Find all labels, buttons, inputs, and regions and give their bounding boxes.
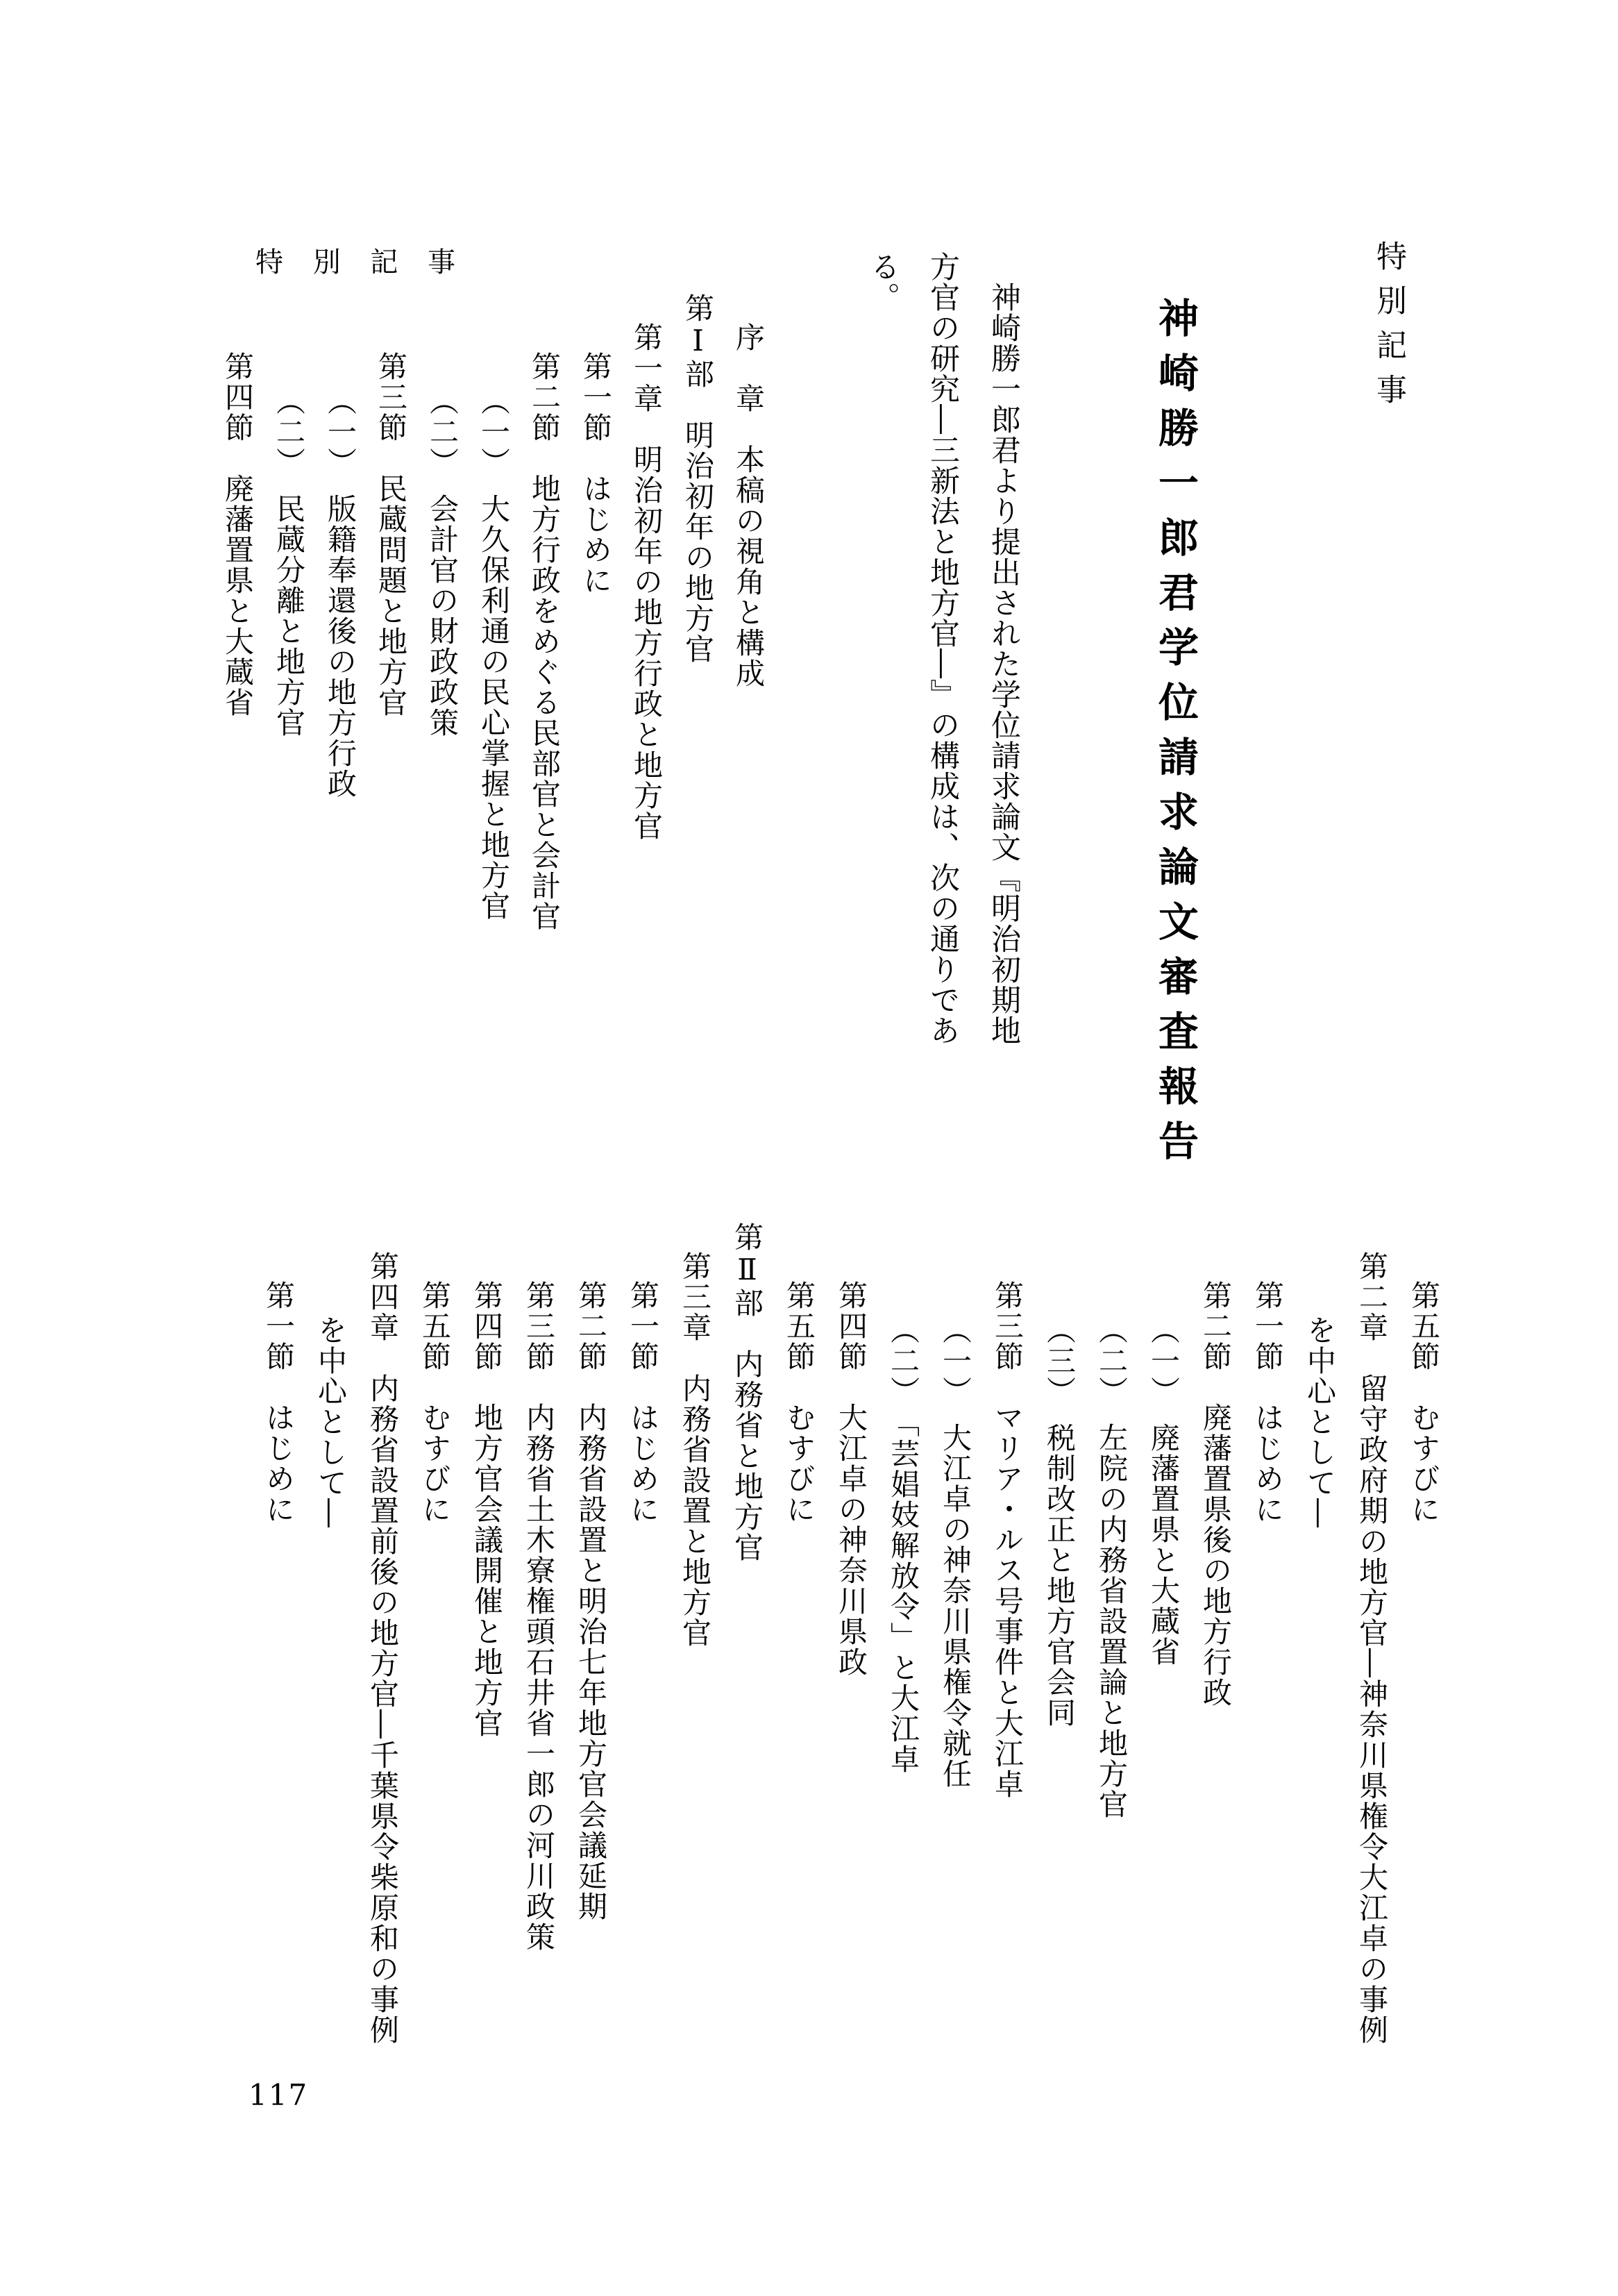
toc-item: 第四節 地方官会議開催と地方官 (470, 1280, 504, 1738)
toc-item: 第三節 内務省土木寮権頭石井省一郎の河川政策 (522, 1280, 556, 1952)
toc-item: （二） 会計官の財政政策 (425, 386, 460, 738)
toc-item: 第三節 マリア・ルス号事件と大江卓 (991, 1280, 1025, 1800)
toc-item: 第Ⅱ部 内務省と地方官 (730, 1222, 764, 1563)
page-number: 117 (248, 2078, 309, 2112)
intro-line-1: 神崎勝一郎君より提出された学位請求論文『明治初期地 (986, 282, 1021, 1046)
toc-item: 第四節 廃藩置県と大蔵省 (221, 351, 255, 718)
article-title: 神崎勝一郎君学位請求論文審査報告 (1152, 297, 1199, 1175)
toc-item: （一） 大江卓の神奈川県権令就任 (938, 1315, 972, 1789)
toc-item: （三） 税制改正と地方官会同 (1043, 1315, 1077, 1728)
toc-item: 第五節 むすびに (1407, 1280, 1441, 1525)
toc-item: 第一節 はじめに (626, 1280, 660, 1525)
toc-item: 第一節 はじめに (1251, 1280, 1285, 1525)
toc-item: 第四節 大江卓の神奈川県政 (834, 1280, 868, 1677)
toc-item: 第五節 むすびに (418, 1280, 452, 1525)
toc-item: （一） 大久保利通の民心掌握と地方官 (477, 386, 511, 921)
running-head-horizontal: 特 別 記 事 (255, 246, 466, 278)
toc-item: 第四章 内務省設置前後の地方官―千葉県令柴原和の事例 (366, 1251, 400, 2045)
toc-item: （二） 民蔵分離と地方官 (272, 386, 306, 738)
toc-item: 第三節 民蔵問題と地方官 (374, 351, 408, 718)
toc-item: 第三章 内務省設置と地方官 (678, 1251, 712, 1648)
toc-item: 第二節 廃藩置県後の地方行政 (1199, 1280, 1233, 1708)
intro-line-2: 方官の研究―三新法と地方官―』の構成は、次の通りであ (925, 251, 960, 1046)
toc-item: を中心として― (1303, 1315, 1337, 1529)
toc-item: （二） 左院の内務省設置論と地方官 (1095, 1315, 1129, 1820)
toc-item: 第一節 はじめに (579, 351, 613, 596)
toc-item: 第二章 留守政府期の地方官―神奈川県権令大江卓の事例 (1355, 1251, 1389, 2045)
toc-item: 第二節 地方行政をめぐる民部官と会計官 (528, 351, 562, 932)
toc-item: 第一章 明治初年の地方行政と地方官 (630, 322, 664, 841)
toc-item: 序 章 本稿の視角と構成 (732, 322, 766, 689)
toc-item: 第一節 はじめに (262, 1280, 296, 1525)
toc-item: （一） 廃藩置県と大蔵省 (1147, 1315, 1181, 1667)
toc-item: 第五節 むすびに (782, 1280, 816, 1525)
toc-item: （一） 版籍奉還後の地方行政 (323, 386, 357, 799)
running-head-vertical: 特別記事 (1371, 240, 1406, 418)
toc-item: 第Ⅰ部 明治初年の地方官 (681, 293, 715, 664)
intro-line-3: る。 (866, 251, 900, 312)
toc-item: を中心として― (314, 1315, 348, 1529)
toc-item: （二） 「芸娼妓解放令」と大江卓 (886, 1315, 920, 1775)
toc-item: 第二節 内務省設置と明治七年地方官会議延期 (574, 1280, 608, 1922)
